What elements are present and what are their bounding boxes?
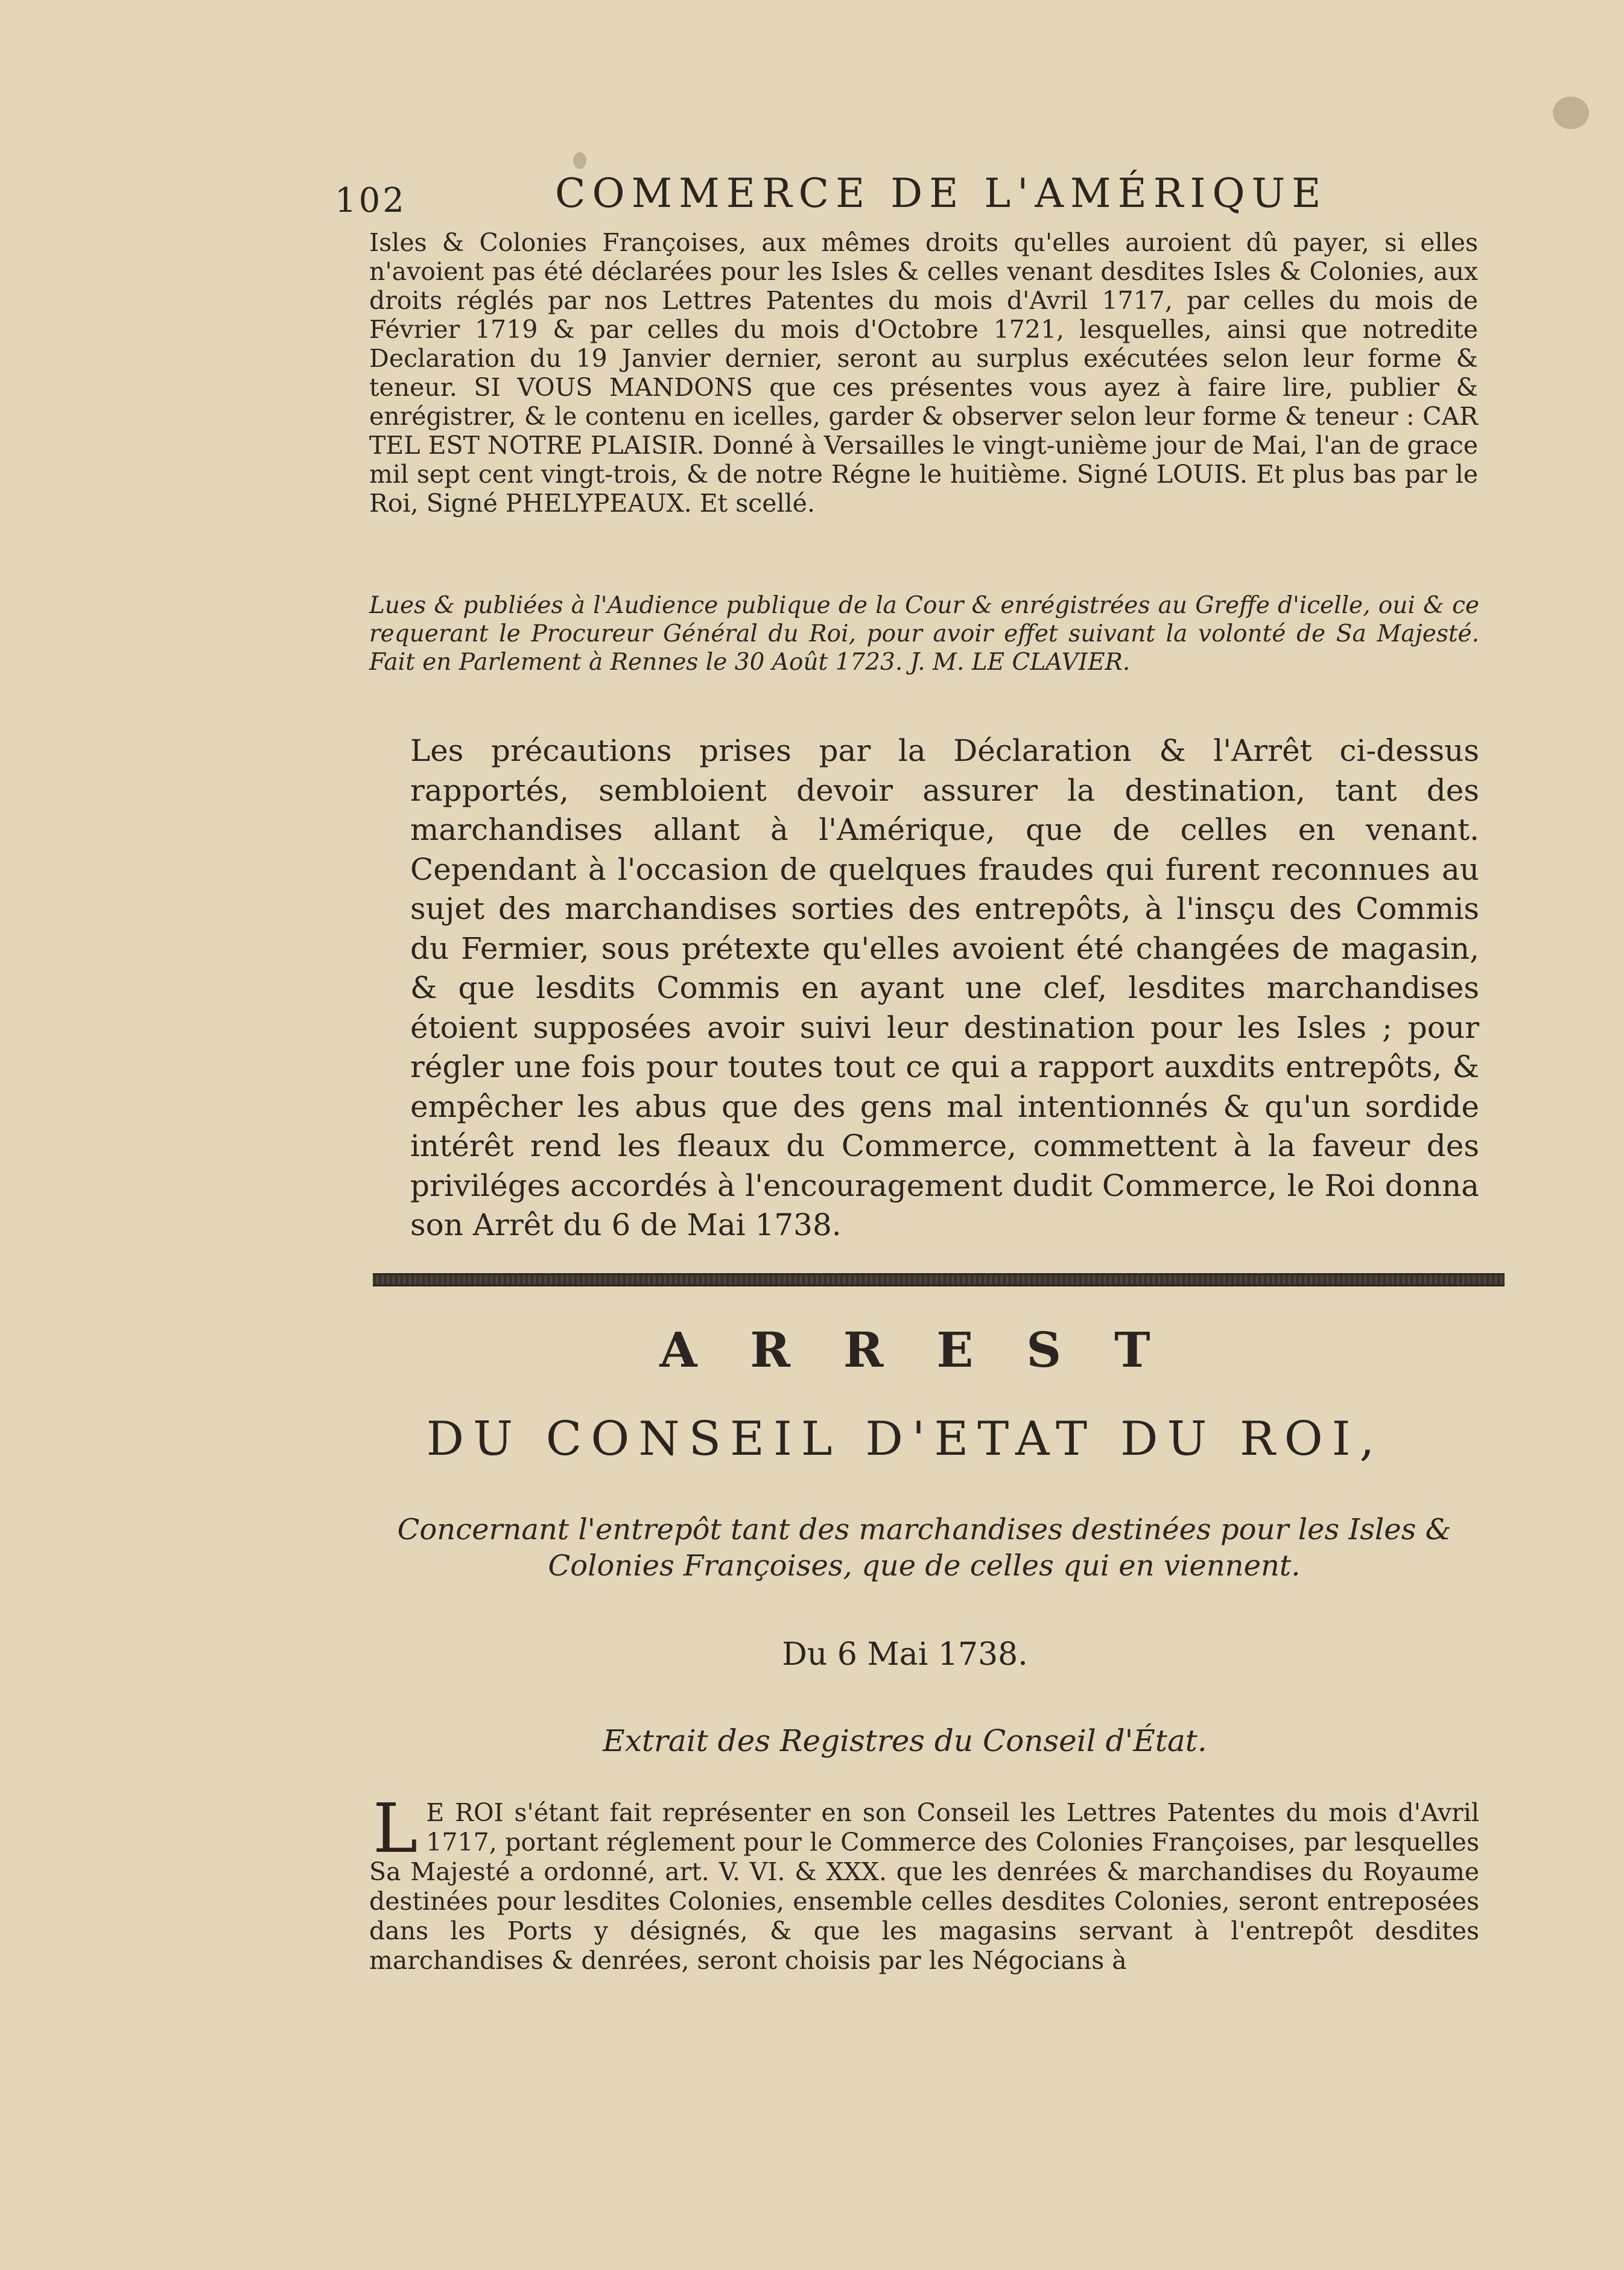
continuation-paragraph: Isles & Colonies Françoises, aux mêmes droits qu'elles auroient dû payer, si elles n'avoient pas été déclarées pour les Isles & celles venant desdites Isles & Colonies, aux droits réglés par nos Lettres Patentes du mois d'Avril 1717, par celles du mois de Février 1719 & par celles du mois d'Octobre 1721, lesquelles, ainsi que notredite Declaration du 19 Janvier dernier, seront au surplus exécutées selon leur forme & teneur. SI VOUS MANDONS que ces présentes vous ayez à faire lire, publier & enrégistrer, & le contenu en icelles, garder & observer selon leur forme & teneur : CAR TEL EST NOTRE PLAISIR. Donné à Versailles le vingt-unième jour de Mai, l'an de grace mil sept cent vingt-trois, & de notre Régne le huitième. Signé LOUIS. Et plus bas par le Roi, Signé PHELYPEAUX. Et scellé. [369, 228, 1478, 518]
decree-date: Du 6 Mai 1738. [782, 1636, 1028, 1673]
registry-extract: Extrait des Registres du Conseil d'État. [603, 1723, 1207, 1758]
ink-spot [1553, 97, 1589, 129]
precautions-paragraph: Les précautions prises par la Déclaration & l'Arrêt ci-dessus rapportés, sembloient devoir assurer la destination, tant des marchandises allant à l'Amérique, que de celles en venant. Cependant à l'occasion de quelques fraudes qui furent reconnues au sujet des marchandises sorties des entrepôts, à l'insçu des Commis du Fermier, sous prétexte qu'elles avoient été changées de magasin, & que lesdits Commis en ayant une clef, lesdites marchandises étoient supposées avoir suivi leur destination pour les Isles ; pour régler une fois pour toutes tout ce qui a rapport auxdits entrepôts, & empêcher les abus que des gens mal intentionnés & qu'un sordide intérêt rend les fleaux du Commerce, commettent à la faveur des priviléges accordés à l'encouragement dudit Commerce, le Roi donna son Arrêt du 6 de Mai 1738. [410, 733, 1479, 1242]
decree-subject: Concernant l'entrepôt tant des marchandises destinées pour les Isles & Colonies Françoises, que de celles qui en viennent. [397, 1513, 1451, 1583]
drop-cap: L [373, 1790, 418, 1868]
decree-title: ARREST [659, 1321, 1204, 1378]
decree-subtitle: DU CONSEIL D'ETAT DU ROI, [426, 1412, 1384, 1466]
registration-note: Lues & publiées à l'Audience publique de la Cour & enrégistrées au Greffe d'icelle, oui & ce requerant le Procureur Général du Roi, pour avoir effet suivant la volonté de Sa Majesté. Fait en Parlement à Rennes le 30 Août 1723. J. M. LE CLAVIER. [369, 592, 1479, 676]
ornamental-rule [373, 1273, 1505, 1286]
decree-body-text: E ROI s'étant fait représenter en son Conseil les Lettres Patentes du mois d'Avril 1717, portant réglement pour le Commerce des Colonies Françoises, par lesquelles Sa Majesté a ordonné, art. V. VI. & XXX. que les denrées & marchandises du Royaume destinées pour lesdites Colonies, ensemble celles desdites Colonies, seront entreposées dans les Ports y désignés, & que les magasins servant à l'entrepôt desdites marchandises & denrées, seront choisis par les Négocians à [369, 1798, 1479, 1975]
ink-spot [573, 152, 586, 169]
page-number: 102 [335, 181, 407, 220]
running-title: COMMERCE DE L'AMÉRIQUE [555, 170, 1328, 217]
page-header [335, 170, 1372, 218]
decree-body [369, 1790, 1479, 1976]
